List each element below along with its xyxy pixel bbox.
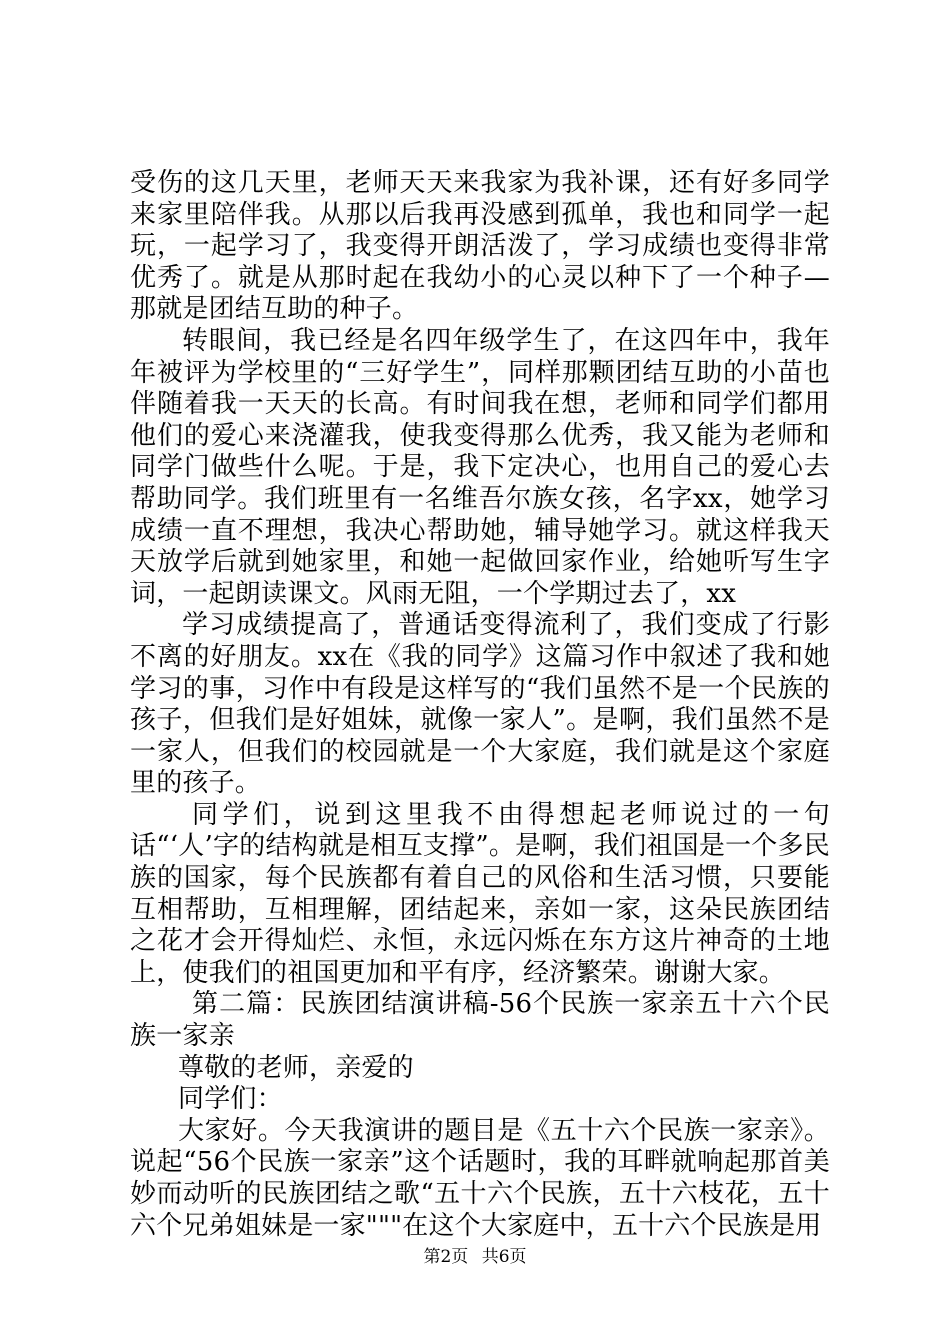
page-footer — [0, 1242, 950, 1267]
paragraph-5: 大家好。今天我演讲的题目是《五十六个民族一家亲》。说起“56个民族一家亲”这个话题时，我的耳畔就响起那首美妙而动听的民族团结之歌“五十六个民族，五十六枝花，五十六个兄弟姐妹是一家"""在这个大家庭中，五十六个民族是用 — [130, 1115, 830, 1241]
salutation-line-1: 尊敬的老师，亲爱的 — [178, 1052, 414, 1083]
paragraph-4: 同学们，说到这里我不由得想起老师说过的一句话“‘人’字的结构就是相互支撑”。是啊，我们祖国是一个多民族的国家，每个民族都有着自己的风俗和生活习惯，只要能互相帮助，互相理解，团结起来，亲如一家，这朵民族团结之花才会开得灿烂、永恒，永远闪烁在东方这片神奇的土地上，使我们的祖国更加和平有序，经济繁荣。谢谢大家。 — [130, 799, 830, 988]
paragraph-2: 转眼间，我已经是名四年级学生了，在这四年中，我年年被评为学校里的“三好学生”，同样那颗团结互助的小苗也伴随着我一天天的长高。有时间我在想，老师和同学们都用他们的爱心来浇灌我，使我变得那么优秀，我又能为老师和同学门做些什么呢。于是，我下定决心，也用自己的爱心去帮助同学。我们班里有一名维吾尔族女孩，名字xx，她学习成绩一直不理想，我决心帮助她，辅导她学习。就这样我天天放学后就到她家里，和她一起做回家作业，给她听写生字词，一起朗读课文。风雨无阻，一个学期过去了，xx — [130, 325, 830, 609]
paragraph-1: 受伤的这几天里，老师天天来我家为我补课，还有好多同学来家里陪伴我。从那以后我再没感到孤单，我也和同学一起玩，一起学习了，我变得开朗活泼了，学习成绩也变得非常优秀了。就是从那时起在我幼小的心灵以种下了一个种子—那就是团结互助的种子。 — [130, 168, 830, 325]
page-number: 第2页 — [423, 1247, 469, 1267]
paragraph-3: 学习成绩提高了，普通话变得流利了，我们变成了行影不离的好朋友。xx在《我的同学》这篇习作中叙述了我和她学习的事，习作中有段是这样写的“我们虽然不是一个民族的孩子，但我们是好姐妹，就像一家人”。是啊，我们虽然不是一家人，但我们的校园就是一个大家庭，我们就是这个家庭里的孩子。 — [130, 610, 830, 799]
section-heading-2: 第二篇：民族团结演讲稿-56个民族一家亲五十六个民族一家亲 — [130, 989, 830, 1052]
page-total: 共6页 — [481, 1247, 527, 1267]
salutation-line-2: 同学们： — [178, 1084, 283, 1115]
document-body — [130, 168, 830, 1242]
